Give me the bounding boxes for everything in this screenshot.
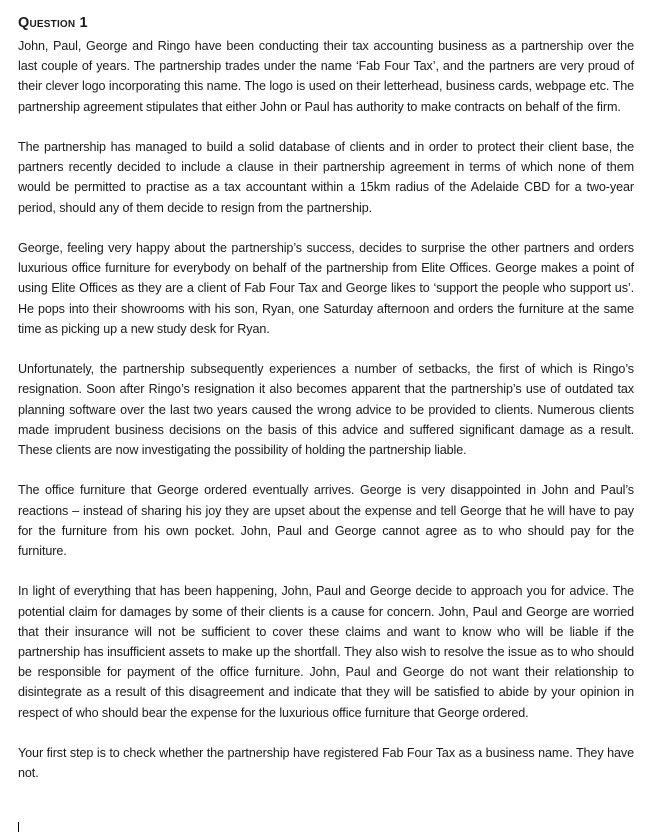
paragraph-furniture-dispute: The office furniture that George ordered eventually arrives. George is very disappointed in John and Paul’s reactions – instead of sharing his joy they are upset about the expense and tell George that he will have to pay for the furniture from his own pocket. John, Paul and George cannot agree as to who should pay for the furniture.: [18, 483, 634, 559]
paragraph-restraint-clause: The partnership has managed to build a solid database of clients and in order to protect their client base, the partners recently decided to include a clause in their partnership agreement in terms of which none of them would be permitted to practise as a tax accountant within a 15km radius of the Adelaide CBD for a two-year period, should any of them decide to resign from the partnership.: [18, 140, 634, 215]
paragraph-advice-request: In light of everything that has been happening, John, Paul and George decide to approach you for advice. The potential claim for damages by some of their clients is a cause for concern. John, Paul and George are worried that their insurance will not be sufficient to cover these claims and want to know who will be liable if the partnership has insufficient assets to make up the shortfall. They also wish to resolve the issue as to who should be responsible for payment of the office furniture. John, Paul and George do not want their relationship to disintegrate as a result of this disagreement and indicate that they will be satisfied to abide by your opinion in respect of who should bear the expense for the luxurious office furniture that George ordered.: [18, 584, 634, 720]
paragraph-setbacks: Unfortunately, the partnership subsequently experiences a number of setbacks, the first of which is Ringo’s resignation. Soon after Ringo’s resignation it also becomes apparent that the partnership’s use of outdated tax planning software over the last two years caused the wrong advice to be provided to clients. Numerous clients made imprudent business decisions on the basis of this advice and suffered significant damage as a result. These clients are now investigating the possibility of holding the partnership liable.: [18, 362, 634, 458]
paragraph-partnership-intro: John, Paul, George and Ringo have been conducting their tax accounting business as a partnership over the last couple of years. The partnership trades under the name ‘Fab Four Tax’, and the partners are very proud of their clever logo incorporating this name. The logo is used on their letterhead, business cards, webpage etc. The partnership agreement stipulates that either John or Paul has authority to make contracts on behalf of the firm.: [18, 39, 634, 114]
paragraph-furniture-order: George, feeling very happy about the partnership’s success, decides to surprise the other partners and orders luxurious office furniture for everybody on behalf of the partnership from Elite Offices. George makes a point of using Elite Offices as they are a client of Fab Four Tax and George likes to ‘support the people who support us’. He pops into their showrooms with his son, Ryan, one Saturday afternoon and orders the furniture at the same time as picking up a new study desk for Ryan.: [18, 241, 634, 336]
document-body[interactable]: [18, 14, 634, 804]
text-cursor: [18, 822, 19, 832]
paragraph-business-name: Your first step is to check whether the partnership have registered Fab Four Tax as a business name. They have not.: [18, 746, 634, 781]
question-heading: Question 1: [18, 15, 88, 31]
